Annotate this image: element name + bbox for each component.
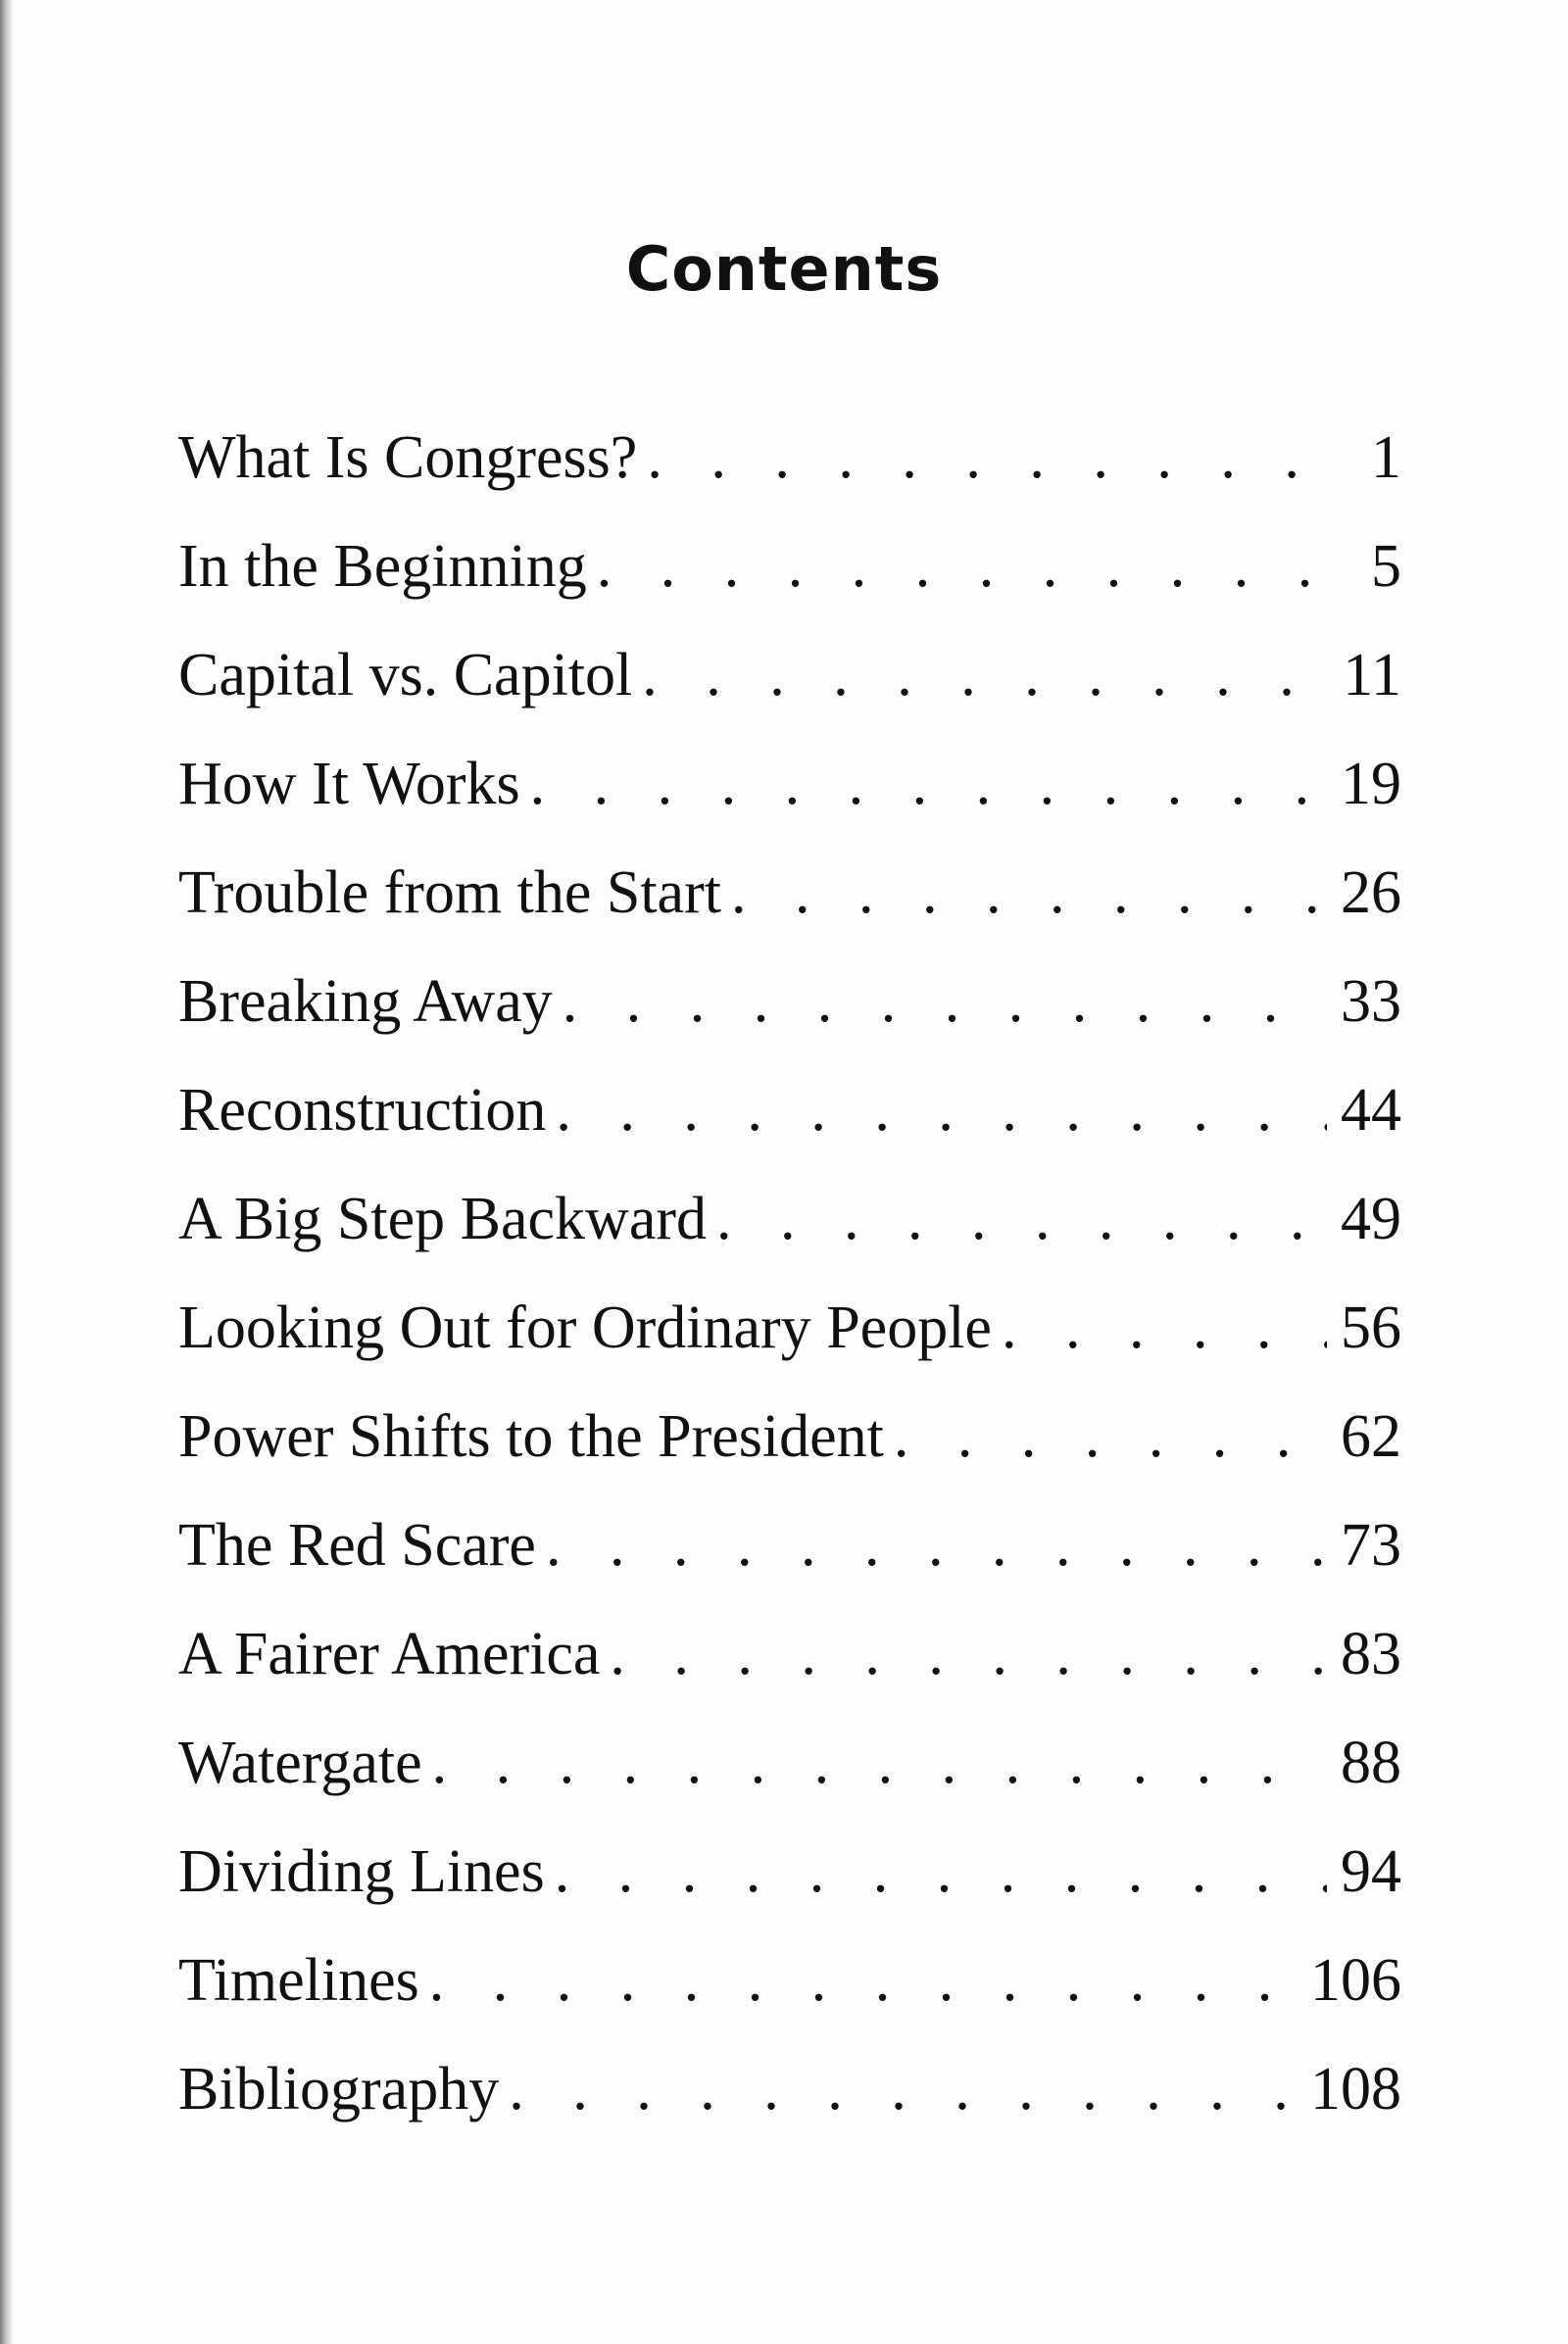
toc-entry-title: How It Works [178,751,520,817]
toc-entry-title: A Fairer America [178,1621,601,1687]
toc-dot-leader [555,1837,1327,1907]
table-of-contents [178,423,1401,2164]
toc-page-number: 73 [1341,1512,1401,1579]
toc-dot-leader [509,2055,1297,2124]
toc-entry[interactable] [178,1185,1401,1294]
toc-entry[interactable] [178,1294,1401,1402]
toc-entry-title: Bibliography [178,2056,500,2123]
toc-page-number: 26 [1341,859,1401,926]
toc-dot-leader [731,858,1327,928]
toc-entry[interactable] [178,750,1401,858]
toc-entry[interactable] [178,967,1401,1076]
toc-page-number: 49 [1341,1186,1401,1252]
toc-page-number: 108 [1310,2056,1401,2123]
toc-entry[interactable] [178,423,1401,532]
toc-entry-title: Looking Out for Ordinary People [178,1294,992,1361]
page-spine-shadow [0,0,14,2344]
toc-entry[interactable] [178,1076,1401,1185]
toc-dot-leader [597,532,1348,602]
toc-dot-leader [716,1185,1327,1254]
toc-entry-title: In the Beginning [178,533,587,600]
toc-dot-leader [610,1620,1327,1689]
toc-page-number: 56 [1341,1294,1401,1361]
toc-page-number: 5 [1371,533,1401,600]
toc-dot-leader [432,1729,1327,1798]
toc-entry-title: Power Shifts to the President [178,1403,884,1470]
toc-entry-title: What Is Congress? [178,424,638,491]
toc-entry-title: Reconstruction [178,1077,547,1144]
toc-entry[interactable] [178,858,1401,967]
toc-entry[interactable] [178,1946,1401,2055]
toc-entry[interactable] [178,1729,1401,1837]
toc-dot-leader [647,423,1348,493]
toc-dot-leader [556,1076,1327,1146]
toc-dot-leader [546,1511,1327,1581]
toc-page-number: 62 [1341,1403,1401,1470]
toc-dot-leader [429,1946,1297,2016]
toc-page-number: 33 [1341,968,1401,1035]
toc-entry[interactable] [178,1511,1401,1620]
toc-page-number: 19 [1341,751,1401,817]
toc-entry-title: Capital vs. Capitol [178,642,633,708]
toc-page-number: 94 [1341,1838,1401,1905]
toc-entry[interactable] [178,532,1401,641]
toc-page-number: 1 [1371,424,1401,491]
toc-page-number: 88 [1341,1730,1401,1796]
toc-entry-title: A Big Step Backward [178,1186,707,1252]
toc-dot-leader [642,641,1329,710]
toc-entry[interactable] [178,1837,1401,1946]
toc-page-number: 44 [1341,1077,1401,1144]
toc-entry[interactable] [178,2055,1401,2164]
toc-page-number: 11 [1343,642,1401,708]
page-title: Contents [625,233,943,305]
toc-entry-title: Trouble from the Start [178,859,721,926]
toc-entry-title: The Red Scare [178,1512,536,1579]
toc-dot-leader [894,1402,1327,1472]
toc-entry-title: Dividing Lines [178,1838,545,1905]
toc-entry[interactable] [178,1402,1401,1511]
toc-dot-leader [1002,1294,1327,1363]
toc-page-number: 83 [1341,1621,1401,1687]
toc-dot-leader [530,750,1327,819]
toc-dot-leader [563,967,1327,1037]
toc-entry-title: Breaking Away [178,968,553,1035]
toc-entry-title: Watergate [178,1730,422,1796]
toc-page-number: 106 [1310,1947,1401,2014]
toc-entry[interactable] [178,1620,1401,1729]
toc-entry[interactable] [178,641,1401,750]
toc-entry-title: Timelines [178,1947,419,2014]
